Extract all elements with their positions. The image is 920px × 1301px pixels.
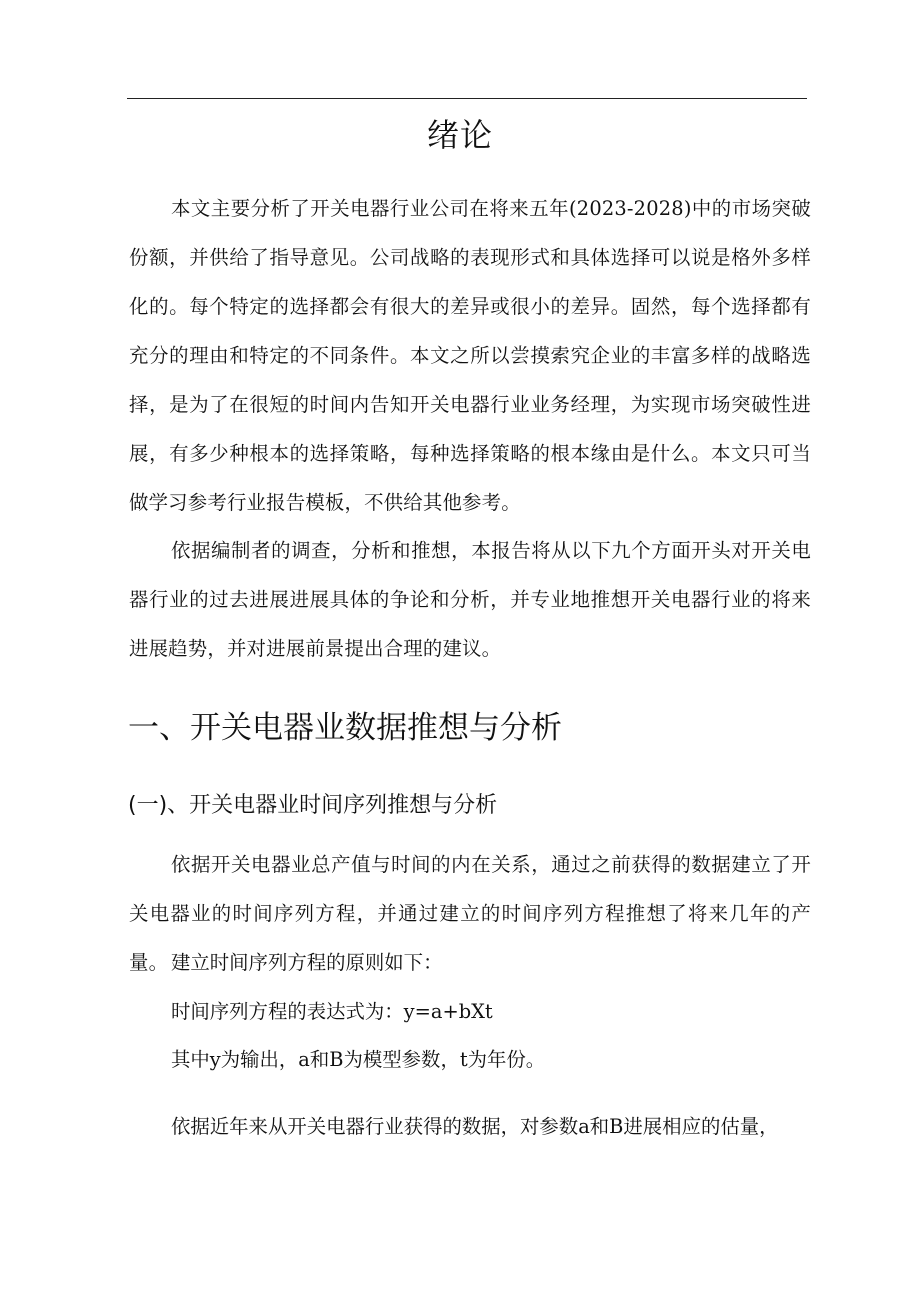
body-paragraph-1: 依据开关电器业总产值与时间的内在关系，通过之前获得的数据建立了开关电器业的时间序列方程，并通过建立的时间序列方程推想了将来几年的产量。 xyxy=(129,853,811,974)
formula-line: 时间序列方程的表达式为：y=a+bXt xyxy=(171,1000,493,1023)
section-heading: 一、开关电器业数据推想与分析 xyxy=(128,710,562,746)
parameter-definition-line: 其中y为输出，a和B为模型参数，t为年份。 xyxy=(171,1048,546,1071)
page-title: 绪论 xyxy=(426,116,493,154)
intro-paragraph-1: 本文主要分析了开关电器行业公司在将来五年(2023-2028)中的市场突破份额，并供给了指导意见。公司战略的表现形式和具体选择可以说是格外多样化的。每个特定的选择都会有很大的差异或很小的差异。固然，每个选择都有充分的理由和特定的不同条件。本文之所以尝摸索究企业的丰富多样的战略选择，是为了在很短的时间内告知开关电器行业业务经理，为实现市场突破性进展，有多少种根本的选择策略，每种选择策略的根本缘由是什么。本文只可当做学习参考行业报告模板，不供给其他参考。 xyxy=(129,197,811,514)
estimation-line: 依据近年来从开关电器行业获得的数据，对参数a和B进展相应的估量， xyxy=(171,1115,779,1138)
header-rule xyxy=(127,98,807,99)
principle-line: 建立时间序列方程的原则如下： xyxy=(171,951,443,974)
subsection-heading: (一)、开关电器业时间序列推想与分析 xyxy=(128,793,498,818)
intro-paragraph-2: 依据编制者的调查，分析和推想，本报告将从以下九个方面开头对开关电器行业的过去进展进展具体的争论和分析，并专业地推想开关电器行业的将来进展趋势，并对进展前景提出合理的建议。 xyxy=(129,539,811,660)
